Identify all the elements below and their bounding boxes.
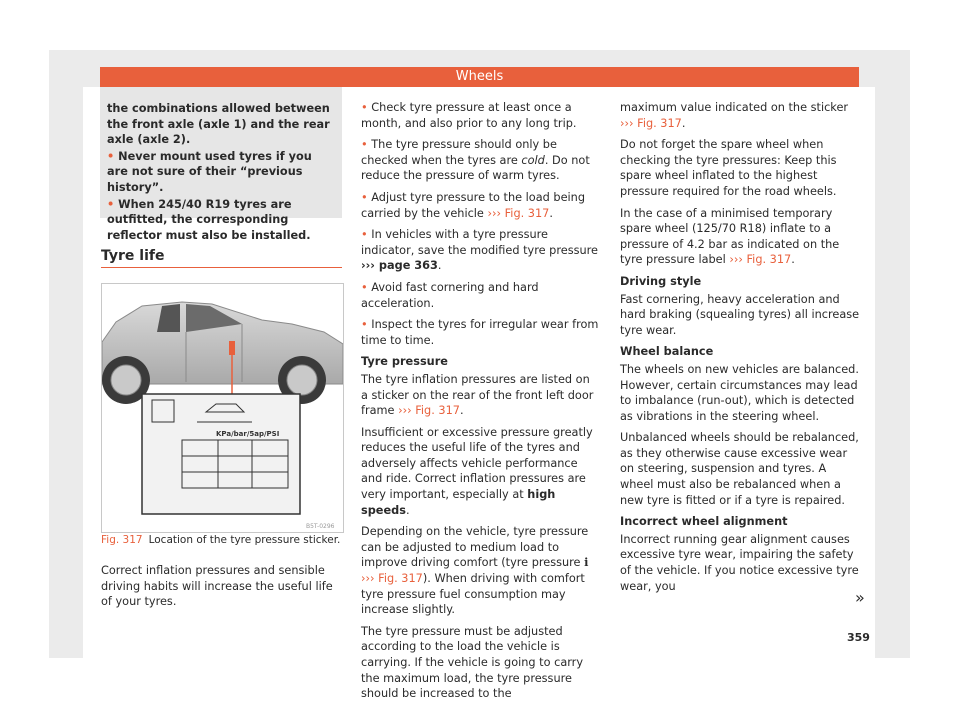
column-3 (620, 100, 860, 600)
figure-ref-link[interactable]: ››› Fig. 317 (729, 253, 792, 267)
note-line: the combinations allowed between the front axle (axle 1) and the rear axle (axle 2). (107, 102, 330, 147)
section-title: Tyre life (101, 248, 165, 264)
note-bullet: • When 245/40 R19 tyres are outfitted, the corresponding reflector must also be installed. (107, 197, 311, 242)
bullet-item: • Check tyre pressure at least once a month, and also prior to any long trip. (361, 101, 577, 130)
column-1 (101, 563, 342, 616)
paragraph: Do not forget the spare wheel when checking the tyre pressures: Keep this spare wheel inflated to the highest pressure required for the road wheels. (620, 138, 837, 198)
figure-tyre-sticker (101, 283, 344, 533)
subheading: Tyre pressure (361, 355, 448, 369)
subheading: Incorrect wheel alignment (620, 515, 788, 529)
sticker-label: KPa/bar/5ap/PSI (216, 430, 280, 438)
paragraph: The wheels on new vehicles are balanced. However, certain circumstances may lead to imbalance (run-out), which is detected as vibrations in the steering wheel. (620, 362, 859, 423)
paragraph: Unbalanced wheels should be rebalanced, as they otherwise cause excessive wear on steering, suspension and tyres. A wheel must also be rebalanced when a new tyre is fitted or if a tyre is repaired. (620, 431, 859, 507)
page-number: 359 (847, 631, 870, 644)
paragraph: Fast cornering, heavy acceleration and hard braking (squealing tyres) all increase tyre wear. (620, 292, 860, 337)
figure-code: B5T-0296 (306, 523, 335, 530)
car-illustration (102, 284, 343, 532)
paragraph: maximum value indicated on the sticker ››› Fig. 317. (620, 101, 849, 130)
bullet-item: • Adjust tyre pressure to the load being carried by the vehicle ››› Fig. 317. (361, 190, 585, 220)
bullet-item: • Inspect the tyres for irregular wear from time to time. (361, 318, 599, 347)
column-2 (361, 100, 600, 708)
bullet-item: • Avoid fast cornering and hard acceleration. (361, 280, 539, 310)
paragraph: The tyre pressure must be adjusted according to the load the vehicle is carrying. If the vehicle is going to carry the maximum load, the tyre pressure should be increased to the (361, 624, 584, 701)
paragraph: The tyre inflation pressures are listed on a sticker on the rear of the front left door frame ››› Fig. 317. (361, 372, 594, 418)
paragraph: Insufficient or excessive pressure greatly reduces the useful life of the tyres and adversely affects vehicle performance and ride. Correct inflation pressures are very important, especially at high speeds. (361, 425, 593, 517)
info-icon: ℹ (584, 556, 589, 570)
subheading: Wheel balance (620, 345, 714, 359)
intro-paragraph: Correct inflation pressures and sensible driving habits will increase the useful life of your tyres. (101, 564, 333, 609)
note-box (100, 87, 342, 242)
note-bullet: • Never mount used tyres if you are not sure of their “previous history”. (107, 149, 312, 194)
paragraph: Incorrect running gear alignment causes excessive tyre wear, impairing the safety of the vehicle. If you notice excessive tyre wear, you (620, 532, 859, 593)
subheading: Driving style (620, 274, 702, 288)
figure-ref-link[interactable]: ››› Fig. 317 (487, 206, 550, 220)
bullet-item: • In vehicles with a tyre pressure indicator, save the modified tyre pressure ››› page 363. (361, 228, 598, 273)
figure-ref-link[interactable]: ››› Fig. 317 (398, 404, 460, 418)
chapter-header: Wheels (100, 67, 859, 87)
page-ref-link[interactable]: ››› page 363 (361, 259, 438, 273)
figure-ref-link[interactable]: ››› Fig. 317 (620, 116, 682, 130)
continue-marker: » (855, 588, 865, 607)
paragraph: In the case of a minimised temporary spare wheel (125/70 R18) inflate to a pressure of 4.2 bar as indicated on the tyre pressure label ››› Fig. 317. (620, 206, 840, 267)
bullet-item: • The tyre pressure should only be checked when the tyres are cold. Do not reduce the pressure of warm tyres. (361, 138, 590, 183)
figure-ref-link[interactable]: ››› Fig. 317 (361, 572, 423, 586)
figure-caption: Fig. 317 Location of the tyre pressure sticker. (101, 534, 341, 546)
paragraph: Depending on the vehicle, tyre pressure can be adjusted to medium load to improve driving comfort (tyre pressure ℹ ››› Fig. 317). When driving with comfort tyre pressure fuel consumption may increase slightly. (361, 525, 589, 617)
section-divider (101, 267, 342, 268)
